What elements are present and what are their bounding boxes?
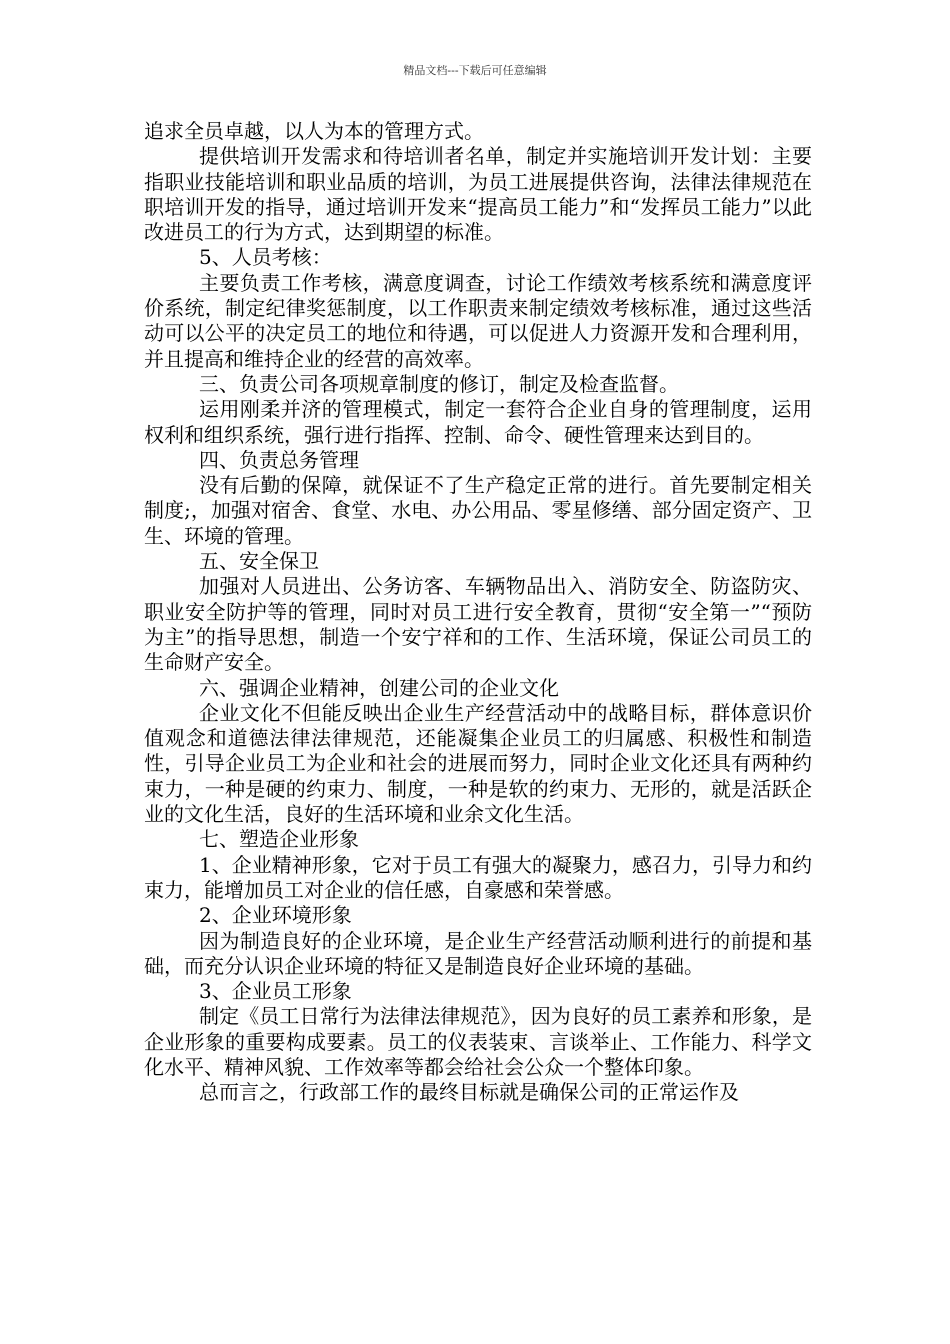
paragraph: 运用刚柔并济的管理模式，制定一套符合企业自身的管理制度，运用权利和组织系统，强行进行指挥、控制、命令、硬性管理来达到目的。 <box>144 397 812 447</box>
paragraph: 1、企业精神形象，它对于员工有强大的凝聚力，感召力，引导力和约束力，能增加员工对企业的信任感，自豪感和荣誉感。 <box>144 852 812 902</box>
paragraph: 七、塑造企业形象 <box>199 827 359 852</box>
paragraph: 三、负责公司各项规章制度的修订，制定及检查监督。 <box>199 371 679 396</box>
paragraph: 企业文化不但能反映出企业生产经营活动中的战略目标，群体意识价值观念和道德法律法律规范，还能凝集企业员工的归属感、积极性和制造性，引导企业员工为企业和社会的进展而努力，同时企业文化还具有两种约束力，一种是硬的约束力、制度，一种是软的约束力、无形的，就是活跃企业的文化生活，良好的生活环境和业余文化生活。 <box>144 700 812 827</box>
paragraph: 加强对人员进出、公务访客、车辆物品出入、消防安全、防盗防灾、职业安全防护等的管理，同时对员工进行安全教育，贯彻“安全第一”“预防为主”的指导思想，制造一个安宁祥和的工作、生活环境，保证公司员工的生命财产安全。 <box>144 574 812 675</box>
paragraph: 提供培训开发需求和待培训者名单，制定并实施培训开发计划：主要指职业技能培训和职业品质的培训，为员工进展提供咨询，法律法律规范在职培训开发的指导，通过培训开发来“提高员工能力”和“发挥员工能力”以此改进员工的行为方式，达到期望的标准。 <box>144 144 812 245</box>
paragraph: 因为制造良好的企业环境，是企业生产经营活动顺利进行的前提和基础，而充分认识企业环境的特征又是制造良好企业环境的基础。 <box>144 928 812 978</box>
paragraph: 5、人员考核： <box>199 245 332 270</box>
paragraph: 总而言之，行政部工作的最终目标就是确保公司的正常运作及 <box>199 1080 739 1105</box>
paragraph: 四、负责总务管理 <box>199 447 359 472</box>
paragraph: 五、安全保卫 <box>199 549 319 574</box>
paragraph: 2、企业环境形象 <box>199 903 352 928</box>
document-body <box>144 119 812 1106</box>
paragraph: 制定《员工日常行为法律法律规范》，因为良好的员工素养和形象，是企业形象的重要构成要素。员工的仪表装束、言谈举止、工作能力、科学文化水平、精神风貌、工作效率等都会给社会公众一个整体印象。 <box>144 1004 812 1079</box>
paragraph: 六、强调企业精神，创建公司的企业文化 <box>199 675 559 700</box>
paragraph: 3、企业员工形象 <box>199 979 352 1004</box>
paragraph: 没有后勤的保障，就保证不了生产稳定正常的进行。首先要制定相关制度;，加强对宿舍、食堂、水电、办公用品、零星修缮、部分固定资产、卫生、环境的管理。 <box>144 473 812 548</box>
page-header: 精品文档---下载后可任意编辑 <box>403 64 547 77</box>
paragraph: 追求全员卓越，以人为本的管理方式。 <box>144 119 484 143</box>
paragraph: 主要负责工作考核，满意度调查，讨论工作绩效考核系统和满意度评价系统，制定纪律奖惩制度，以工作职责来制定绩效考核标准，通过这些活动可以公平的决定员工的地位和待遇，可以促进人力资源开发和合理利用，并且提高和维持企业的经营的高效率。 <box>144 270 812 371</box>
